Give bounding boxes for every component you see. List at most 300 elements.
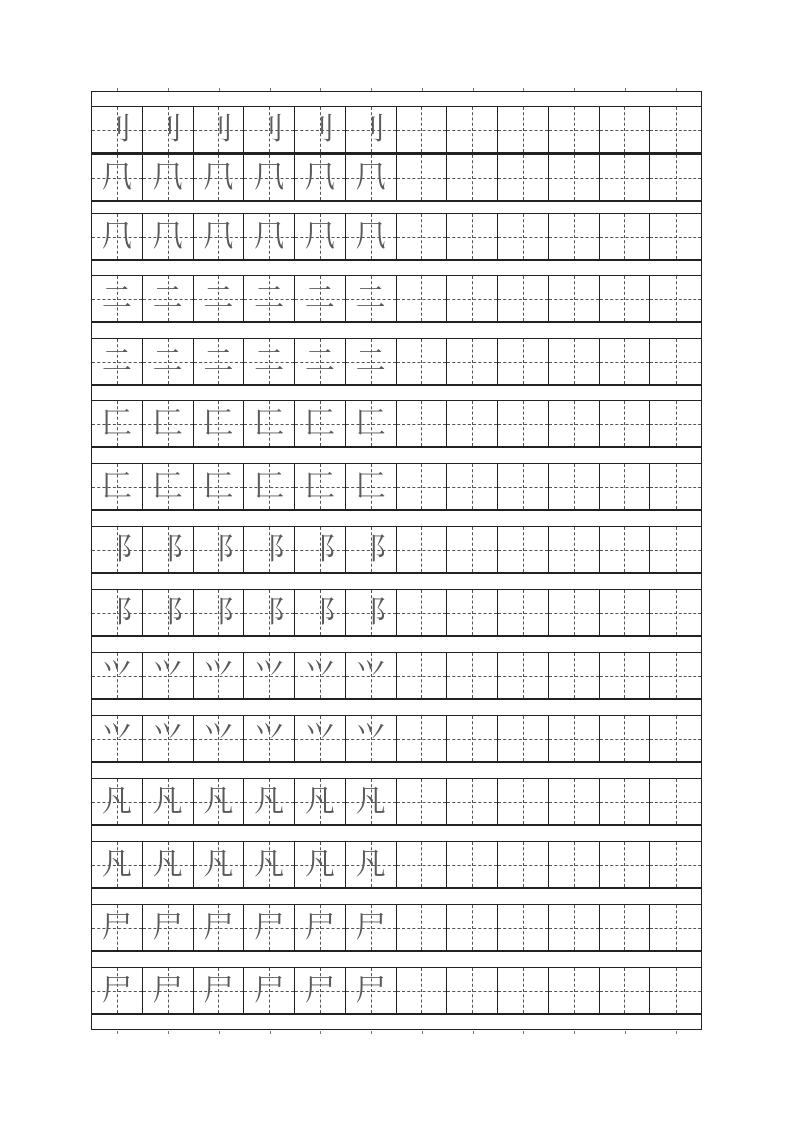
column-tick-mark [168, 1031, 169, 1034]
grid-cell [650, 716, 701, 761]
grid-cell [600, 779, 651, 824]
trace-character: 匚 [355, 405, 386, 441]
separator-line [92, 573, 701, 574]
grid-cell [549, 905, 600, 950]
vertical-guide [574, 464, 575, 509]
vertical-guide [574, 401, 575, 446]
vertical-guide [574, 905, 575, 950]
trace-character: ⺇ [355, 218, 386, 254]
grid-cell [498, 653, 549, 698]
grid-cell [244, 968, 295, 1013]
vertical-guide [676, 214, 677, 259]
vertical-guide [574, 527, 575, 572]
grid-cell [143, 401, 194, 446]
vertical-guide [421, 968, 422, 1013]
vertical-guide [624, 590, 625, 635]
separator-line [92, 201, 701, 202]
vertical-guide [574, 653, 575, 698]
trace-character: ⼆ [101, 280, 132, 316]
practice-sheet [91, 91, 702, 1030]
trace-character: 凡 [203, 846, 234, 882]
separator-line [92, 762, 701, 763]
trace-character: ⼫ [304, 909, 335, 945]
grid-cell [143, 842, 194, 887]
column-tick-mark [574, 1031, 575, 1034]
grid-cell [549, 653, 600, 698]
grid-cell [549, 968, 600, 1013]
trace-character: ⻏ [254, 531, 285, 567]
vertical-guide [523, 527, 524, 572]
vertical-guide [472, 905, 473, 950]
grid-cell [346, 905, 397, 950]
vertical-guide [472, 968, 473, 1013]
vertical-guide [574, 842, 575, 887]
grid-cell [295, 716, 346, 761]
grid-cell [244, 214, 295, 259]
grid-cell [600, 527, 651, 572]
grid-cell [143, 276, 194, 321]
grid-cell [346, 653, 397, 698]
vertical-guide [624, 842, 625, 887]
trace-character: ⼆ [203, 343, 234, 379]
trace-character: ⺍ [101, 720, 132, 756]
vertical-guide [523, 276, 524, 321]
trace-character: ⻏ [101, 594, 132, 630]
grid-cell [549, 107, 600, 152]
vertical-guide [574, 107, 575, 152]
trace-character: ⻏ [304, 531, 335, 567]
practice-row [92, 400, 701, 447]
grid-cell [143, 779, 194, 824]
grid-cell [600, 590, 651, 635]
grid-cell [92, 716, 143, 761]
vertical-guide [523, 401, 524, 446]
trace-character: 凡 [254, 846, 285, 882]
grid-cell [549, 527, 600, 572]
grid-cell [295, 214, 346, 259]
grid-cell [143, 464, 194, 509]
trace-character: ⼆ [203, 280, 234, 316]
grid-cell [549, 842, 600, 887]
grid-cell [600, 464, 651, 509]
grid-cell [447, 779, 498, 824]
column-tick-mark [117, 1031, 118, 1034]
trace-character: ⼫ [254, 972, 285, 1008]
vertical-guide [523, 339, 524, 384]
separator-line [92, 1014, 701, 1015]
grid-cell [397, 276, 448, 321]
grid-cell [244, 590, 295, 635]
practice-row [92, 463, 701, 510]
trace-character: ⺍ [355, 657, 386, 693]
vertical-guide [676, 339, 677, 384]
grid-cell [194, 905, 245, 950]
grid-cell [498, 590, 549, 635]
grid-cell [194, 464, 245, 509]
vertical-guide [676, 968, 677, 1013]
grid-cell [549, 401, 600, 446]
grid-cell [498, 276, 549, 321]
grid-cell [194, 653, 245, 698]
trace-character: ⼫ [101, 909, 132, 945]
vertical-guide [574, 155, 575, 200]
trace-character: ⻏ [152, 594, 183, 630]
trace-character: ⻏ [152, 531, 183, 567]
grid-cell [346, 716, 397, 761]
grid-cell [92, 155, 143, 200]
vertical-guide [472, 276, 473, 321]
column-tick-mark [473, 88, 474, 91]
vertical-guide [624, 339, 625, 384]
trace-character: 匚 [101, 405, 132, 441]
grid-cell [92, 968, 143, 1013]
trace-character: ⼫ [203, 909, 234, 945]
grid-cell [295, 905, 346, 950]
trace-character: ⺇ [203, 159, 234, 195]
trace-character: ⼆ [101, 343, 132, 379]
trace-character: ⺍ [152, 720, 183, 756]
grid-cell [650, 653, 701, 698]
vertical-guide [624, 527, 625, 572]
grid-cell [397, 842, 448, 887]
vertical-guide [676, 779, 677, 824]
vertical-guide [676, 276, 677, 321]
grid-cell [346, 590, 397, 635]
grid-cell [244, 339, 295, 384]
grid-cell [346, 155, 397, 200]
grid-cell [397, 968, 448, 1013]
grid-cell [447, 716, 498, 761]
grid-cell [295, 527, 346, 572]
vertical-guide [523, 842, 524, 887]
vertical-guide [472, 155, 473, 200]
vertical-guide [574, 590, 575, 635]
separator-line [92, 260, 701, 261]
grid-cell [447, 155, 498, 200]
grid-cell [498, 401, 549, 446]
grid-cell [650, 779, 701, 824]
vertical-guide [676, 527, 677, 572]
grid-cell [397, 214, 448, 259]
grid-cell [92, 464, 143, 509]
vertical-guide [523, 905, 524, 950]
vertical-guide [676, 155, 677, 200]
grid-cell [92, 107, 143, 152]
trace-character: ⺇ [254, 218, 285, 254]
trace-character: ⺍ [203, 657, 234, 693]
grid-cell [194, 779, 245, 824]
grid-cell [447, 107, 498, 152]
grid-cell [650, 214, 701, 259]
trace-character: ⼫ [203, 972, 234, 1008]
grid-cell [295, 653, 346, 698]
grid-cell [194, 527, 245, 572]
vertical-guide [676, 464, 677, 509]
vertical-guide [574, 214, 575, 259]
grid-cell [447, 590, 498, 635]
grid-cell [194, 155, 245, 200]
grid-cell [447, 214, 498, 259]
practice-row [92, 967, 701, 1014]
trace-character: 匚 [203, 405, 234, 441]
column-tick-mark [676, 1031, 677, 1034]
vertical-guide [676, 905, 677, 950]
grid-cell [295, 276, 346, 321]
vertical-guide [472, 401, 473, 446]
vertical-guide [421, 653, 422, 698]
grid-cell [295, 464, 346, 509]
vertical-guide [624, 779, 625, 824]
trace-character: ⺍ [304, 720, 335, 756]
grid-cell [346, 276, 397, 321]
practice-row [92, 652, 701, 699]
grid-cell [194, 339, 245, 384]
vertical-guide [523, 653, 524, 698]
grid-cell [244, 716, 295, 761]
trace-character: ⺇ [304, 218, 335, 254]
grid-cell [143, 968, 194, 1013]
column-tick-mark [117, 88, 118, 91]
trace-character: ⼆ [304, 343, 335, 379]
vertical-guide [676, 716, 677, 761]
grid-cell [650, 464, 701, 509]
vertical-guide [472, 716, 473, 761]
grid-cell [346, 527, 397, 572]
grid-cell [498, 968, 549, 1013]
trace-character: ⻏ [355, 594, 386, 630]
column-tick-mark [168, 88, 169, 91]
grid-cell [498, 464, 549, 509]
grid-cell [397, 107, 448, 152]
vertical-guide [624, 464, 625, 509]
trace-character: 凡 [304, 846, 335, 882]
grid-cell [397, 716, 448, 761]
trace-character: ⻏ [203, 531, 234, 567]
trace-character: ⻏ [203, 594, 234, 630]
grid-cell [143, 716, 194, 761]
trace-character: 刂 [304, 111, 335, 147]
grid-cell [650, 527, 701, 572]
grid-cell [549, 590, 600, 635]
trace-character: ⼆ [304, 280, 335, 316]
vertical-guide [472, 464, 473, 509]
trace-character: 刂 [101, 111, 132, 147]
trace-character: 凡 [203, 783, 234, 819]
grid-cell [295, 401, 346, 446]
grid-cell [194, 590, 245, 635]
grid-cell [194, 716, 245, 761]
grid-cell [549, 214, 600, 259]
vertical-guide [676, 401, 677, 446]
grid-cell [498, 842, 549, 887]
grid-cell [650, 401, 701, 446]
column-tick-mark [371, 1031, 372, 1034]
grid-cell [397, 339, 448, 384]
practice-row [92, 106, 701, 153]
grid-cell [244, 276, 295, 321]
grid-cell [650, 339, 701, 384]
trace-character: ⼫ [254, 909, 285, 945]
grid-cell [143, 339, 194, 384]
vertical-guide [472, 590, 473, 635]
grid-cell [498, 905, 549, 950]
grid-cell [600, 653, 651, 698]
grid-cell [447, 276, 498, 321]
vertical-guide [624, 905, 625, 950]
grid-cell [346, 968, 397, 1013]
grid-cell [498, 527, 549, 572]
vertical-guide [624, 214, 625, 259]
grid-cell [600, 214, 651, 259]
column-tick-mark [574, 88, 575, 91]
grid-cell [295, 339, 346, 384]
grid-cell [600, 842, 651, 887]
practice-row [92, 715, 701, 762]
trace-character: ⺇ [152, 218, 183, 254]
trace-character: 刂 [203, 111, 234, 147]
column-tick-mark [625, 88, 626, 91]
grid-cell [92, 905, 143, 950]
trace-character: 凡 [152, 783, 183, 819]
practice-row [92, 778, 701, 825]
practice-row [92, 338, 701, 385]
grid-cell [244, 464, 295, 509]
grid-cell [498, 155, 549, 200]
trace-character: 匚 [152, 468, 183, 504]
vertical-guide [523, 779, 524, 824]
grid-cell [346, 214, 397, 259]
trace-character: ⼆ [355, 280, 386, 316]
vertical-guide [421, 716, 422, 761]
grid-cell [143, 107, 194, 152]
column-tick-mark [625, 1031, 626, 1034]
grid-cell [549, 716, 600, 761]
grid-cell [600, 107, 651, 152]
vertical-guide [421, 339, 422, 384]
vertical-guide [472, 107, 473, 152]
trace-character: 凡 [101, 783, 132, 819]
separator-line [92, 825, 701, 826]
grid-cell [92, 779, 143, 824]
trace-character: 凡 [254, 783, 285, 819]
grid-cell [92, 590, 143, 635]
vertical-guide [421, 842, 422, 887]
column-tick-mark [320, 88, 321, 91]
grid-cell [92, 339, 143, 384]
grid-cell [549, 464, 600, 509]
vertical-guide [624, 401, 625, 446]
vertical-guide [624, 155, 625, 200]
grid-cell [447, 905, 498, 950]
vertical-guide [523, 968, 524, 1013]
separator-line [92, 447, 701, 448]
trace-character: 匚 [304, 468, 335, 504]
trace-character: 凡 [355, 783, 386, 819]
column-tick-mark [320, 1031, 321, 1034]
practice-row [92, 841, 701, 888]
trace-character: ⼫ [355, 972, 386, 1008]
grid-cell [194, 401, 245, 446]
vertical-guide [472, 339, 473, 384]
practice-row [92, 904, 701, 951]
column-tick-mark [523, 1031, 524, 1034]
trace-character: 匚 [152, 405, 183, 441]
grid-cell [295, 155, 346, 200]
grid-cell [549, 155, 600, 200]
trace-character: 凡 [355, 846, 386, 882]
grid-cell [397, 905, 448, 950]
trace-character: 凡 [304, 783, 335, 819]
vertical-guide [523, 214, 524, 259]
grid-cell [650, 968, 701, 1013]
grid-cell [143, 214, 194, 259]
grid-cell [650, 155, 701, 200]
trace-character: ⺇ [152, 159, 183, 195]
practice-row [92, 154, 701, 201]
grid-cell [650, 842, 701, 887]
column-tick-mark [371, 88, 372, 91]
grid-cell [498, 779, 549, 824]
grid-cell [600, 716, 651, 761]
vertical-guide [574, 779, 575, 824]
grid-cell [397, 464, 448, 509]
vertical-guide [472, 842, 473, 887]
vertical-guide [421, 464, 422, 509]
trace-character: ⼆ [152, 343, 183, 379]
vertical-guide [624, 968, 625, 1013]
trace-character: ⺍ [101, 657, 132, 693]
grid-cell [600, 276, 651, 321]
grid-cell [244, 842, 295, 887]
separator-line [92, 322, 701, 323]
vertical-guide [676, 107, 677, 152]
grid-cell [194, 276, 245, 321]
trace-character: 匚 [254, 405, 285, 441]
trace-character: ⼫ [355, 909, 386, 945]
grid-cell [143, 590, 194, 635]
practice-row [92, 526, 701, 573]
vertical-guide [523, 590, 524, 635]
trace-character: 匚 [203, 468, 234, 504]
grid-cell [346, 842, 397, 887]
vertical-guide [523, 155, 524, 200]
vertical-guide [676, 842, 677, 887]
grid-cell [549, 339, 600, 384]
column-tick-mark [676, 88, 677, 91]
grid-cell [194, 214, 245, 259]
grid-cell [244, 653, 295, 698]
vertical-guide [574, 968, 575, 1013]
vertical-guide [523, 107, 524, 152]
grid-cell [295, 590, 346, 635]
vertical-guide [421, 155, 422, 200]
grid-cell [244, 155, 295, 200]
column-tick-mark [473, 1031, 474, 1034]
grid-cell [397, 155, 448, 200]
trace-character: ⺍ [254, 720, 285, 756]
trace-character: ⺇ [254, 159, 285, 195]
grid-cell [346, 779, 397, 824]
vertical-guide [523, 716, 524, 761]
trace-character: ⼆ [254, 343, 285, 379]
grid-cell [244, 905, 295, 950]
trace-character: 凡 [101, 846, 132, 882]
grid-cell [244, 401, 295, 446]
grid-cell [194, 968, 245, 1013]
trace-character: 刂 [355, 111, 386, 147]
vertical-guide [676, 590, 677, 635]
grid-cell [295, 842, 346, 887]
